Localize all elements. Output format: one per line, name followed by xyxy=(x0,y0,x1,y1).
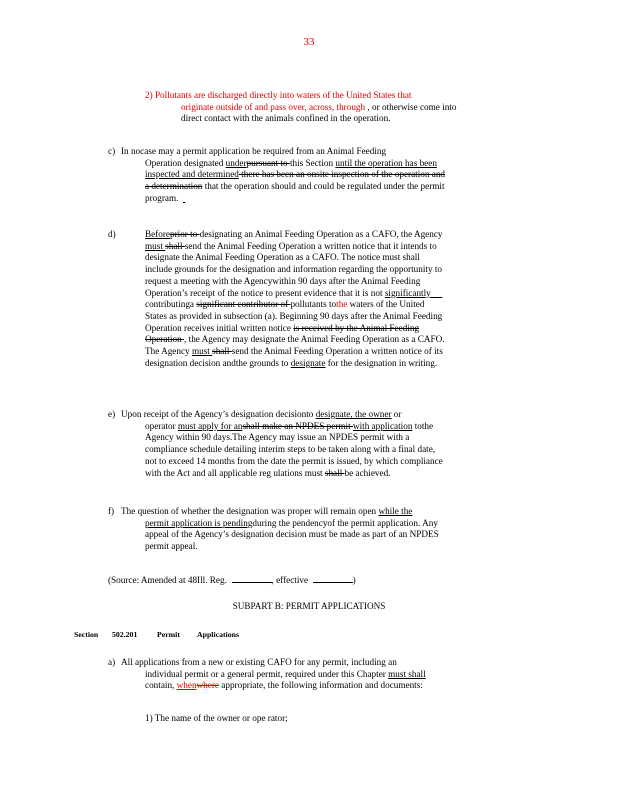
para-e-line-1a: Upon receipt of the Agency’s designation decisionto xyxy=(121,409,316,419)
para-e xyxy=(121,409,541,479)
para-d-line-8: States as provided in subsection (a). Beginning 90 days after the Animal Feeding xyxy=(145,310,443,321)
para-a-must-shall: must shall xyxy=(388,668,426,679)
para-c-strike-onsite: there has been an onsite inspection of the operation and xyxy=(238,169,446,180)
para-d-strike-operation: Operation xyxy=(145,334,185,345)
item-2-line-1: 2) Pollutants are discharged directly into waters of the United States that xyxy=(145,90,412,100)
para-f-line-2b: during the pendencyof the permit application. Any xyxy=(252,517,438,528)
para-d-line-7a: contributinga xyxy=(145,299,197,310)
item-2-line-2b: , or otherwise come into xyxy=(365,101,457,112)
para-e-line-6a: with the Act and all applicable reg ulations must xyxy=(145,467,325,478)
para-d-strike-shall-2: shall xyxy=(212,346,232,357)
para-d-line-11a: The Agency xyxy=(145,346,192,357)
para-a-line-2a: individual permit or a general permit, required under this Chapter xyxy=(145,668,389,679)
para-c-line-4b: that the operation should and could be regulated under the permit xyxy=(202,181,445,192)
para-d-label: d) xyxy=(108,229,116,239)
para-c-under: under xyxy=(225,157,247,168)
para-c-line-2b: this Section xyxy=(289,157,336,168)
para-d-line-9a: Operation receives initial written notice xyxy=(145,322,294,333)
para-c-line-1: In nocase may a permit application be required from an Animal Feeding xyxy=(121,146,387,156)
para-f-line-4: permit appeal. xyxy=(145,541,198,552)
para-d-must: must xyxy=(145,240,166,251)
item-2-line-3: direct contact with the animals confined in the operation. xyxy=(181,113,391,124)
para-e-line-2a: operator xyxy=(145,420,178,431)
para-a-label: a) xyxy=(108,657,116,667)
para-d-line-7c: waters of the United xyxy=(347,299,425,310)
para-e-strike-shall: shall xyxy=(324,467,345,478)
para-c-label: c) xyxy=(108,146,116,156)
para-a-line-1: All applications from a new or existing CAFO for any permit, including an xyxy=(121,657,397,667)
para-f-pending: permit application is pending xyxy=(145,517,253,528)
para-c xyxy=(121,146,541,205)
para-d xyxy=(145,229,545,369)
source-text-3: ) xyxy=(352,575,356,585)
para-a-line-3a: contain, xyxy=(145,680,177,691)
para-d-line-12a: designation decision andthe grounds to xyxy=(145,357,291,368)
section-title-1: Permit xyxy=(157,630,180,639)
para-f-label: f) xyxy=(108,506,115,516)
source-text-2: , effective xyxy=(271,575,309,585)
reg-blank xyxy=(232,574,272,583)
para-a-where: where xyxy=(196,680,219,691)
para-d-line-12b: for the designation in writing. xyxy=(325,357,438,368)
para-d-significantly: significantly xyxy=(384,287,431,298)
para-d-line-10b: , the Agency may designate the Animal Feeding Operation as a CAFO. xyxy=(184,334,445,345)
para-e-label: e) xyxy=(108,409,116,419)
section-title-2: Applications xyxy=(197,630,240,639)
page-number: 33 xyxy=(303,36,315,48)
para-a-1: 1) The name of the owner or ope rator; xyxy=(145,713,288,723)
para-a-when: when xyxy=(176,680,197,691)
para-e-line-2c: tothe xyxy=(412,420,434,431)
para-d-strike-received: is received by the Animal Feeding xyxy=(293,322,420,333)
para-e-strike-shall-make: shall make an NPDES permit xyxy=(242,420,353,431)
source-text-1: (Source: Amended at 48Ill. Reg. xyxy=(108,575,227,585)
para-f xyxy=(121,506,541,553)
para-f-while-the: while the xyxy=(378,506,413,516)
para-c-strike-pursuant: pursuant to xyxy=(246,157,290,168)
para-c-inspected: inspected and determined xyxy=(145,169,239,180)
para-e-line-4: compliance schedule detailing interim steps to be taken along with a final date, xyxy=(145,444,436,455)
para-f-line-1a: The question of whether the designation was proper will remain open xyxy=(121,506,379,516)
para-c-strike-determination: a determination xyxy=(145,181,203,192)
para-e-line-3: Agency within 90 days.The Agency may issue an NPDES permit with a xyxy=(145,432,410,443)
para-d-line-5: request a meeting with the Agencywithin 90 days after the Animal Feeding xyxy=(145,275,421,286)
source-note xyxy=(108,574,356,587)
section-label: Section xyxy=(74,630,99,639)
para-d-line-2b: send the Animal Feeding Operation a written notice that it intends to xyxy=(184,240,437,251)
para-d-strike-contributor: significant contributor of xyxy=(196,299,291,310)
para-d-line-11b: send the Animal Feeding Operation a written notice of its xyxy=(231,346,443,357)
para-d-line-4: include grounds for the designation and information regarding the opportunity to xyxy=(145,264,442,275)
para-c-line-5: program. xyxy=(145,192,179,203)
para-d-strike-shall: shall xyxy=(165,240,185,251)
para-d-must-2: must xyxy=(191,346,213,357)
para-e-designate: designate, the owner xyxy=(315,409,392,419)
para-f-line-3: appeal of the Agency’s designation decision must be made as part of an NPDES xyxy=(145,529,439,540)
para-d-strike-prior: prior to xyxy=(170,229,200,239)
para-e-must-apply: must apply for an xyxy=(177,420,243,431)
para-d-line-7b: pollutants to xyxy=(290,299,337,310)
para-d-line-6a: Operation’s receipt of the notice to present evidence that it is not xyxy=(145,287,385,298)
para-a-line-3b: appropriate, the following information and documents: xyxy=(219,680,423,691)
para-e-line-1b: or xyxy=(391,409,402,419)
para-c-until: until the operation has been xyxy=(335,157,437,168)
subpart-heading: SUBPART B: PERMIT APPLICATIONS xyxy=(232,601,386,611)
item-2-line-2a: originate outside of and pass over, across, through xyxy=(181,101,366,112)
para-a xyxy=(121,657,541,692)
para-e-line-5: not to exceed 14 months from the date the permit is issued, by which compliance xyxy=(145,455,443,466)
effective-blank xyxy=(313,574,353,583)
item-2-pollutants xyxy=(145,90,545,125)
para-e-with-application: with application xyxy=(352,420,413,431)
para-d-line-1b: designating an Animal Feeding Operation as a CAFO, the Agency xyxy=(199,229,443,239)
para-d-line-3: designate the Animal Feeding Operation as a CAFO. The notice must shall xyxy=(145,252,420,263)
para-c-line-2a: Operation designated xyxy=(145,157,226,168)
para-e-line-6b: be achieved. xyxy=(344,467,391,478)
para-d-before: Before xyxy=(145,229,170,239)
section-number: 502.201 xyxy=(112,630,138,639)
para-d-designate: designate xyxy=(290,357,326,368)
para-d-the-red: the xyxy=(336,299,348,310)
